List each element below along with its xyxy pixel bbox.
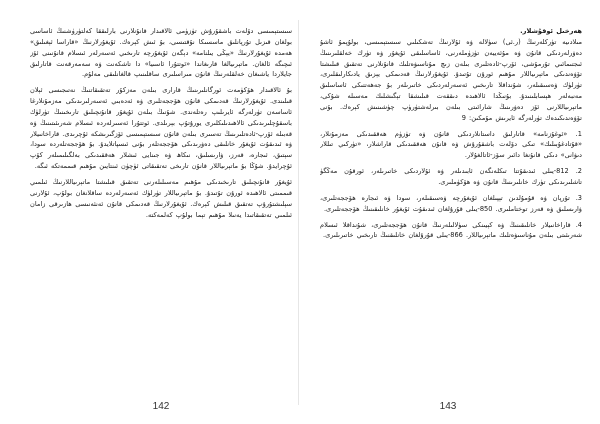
right-paragraph-1: مىلادىيە تۈركلەرنىڭ (ر.ئى) سۈلالە ۋە ئۇلارنىڭ تەشكىلىي سىستېمىسى، بولۇپمۇ ئاشۇ دەۋرلەردىكى قانۇن ۋە مۇئەييەن تۈزۈملەرنى، ئاساسلىقى ئۇيغۇر ۋە تۈرك خەلقلىرىنىڭ ئىجتىمائىي تۇرمۇشى، ئۆرپ-ئادەتلىرى بىلەن زىچ مۇناسىۋەتلىك قانۇنلارنى تەتقىق قىلىشتا تۆۋەندىكى ماتېرىياللار مۇھىم ئورۇن تۇتىدۇ. ئۇيغۇرلارنىڭ قەدىمكى يېزىق يادىكارلىقلىرى، تۈرلۈك ۋەسىقىلەر، شۇنداقلا تارىخىي ئەسەرلەردىكى خاتىرىلەر بۇ جەھەتتىكى ئاساسلىق مەنبەلەر ھېسابلىنىدۇ. بۇنىڭدا ئالاھىدە دىققەت قىلىشقا تېگىشلىك مەسىلە شۇكى، ماتېرىياللارنى ئۆز دەۋرىنىڭ شارائىتى بىلەن بىرلەشتۈرۈپ چۈشىنىش كېرەك. بۇنى تۆۋەندىكىدەك تۈرلەرگە ئايرىش مۇمكىن: 9 xyxy=(320,37,582,122)
right-list-item-3: 3. تۇرپان ۋە قۇمۇلدىن تېپىلغان ئۇيغۇرچە ۋەسىقىلەر، سودا ۋە ئىجارە ھۆججەتلىرى، ۋارىسلىق ۋە قەرز توختاملىرى. 850-يىلى قۇرۇلغان ئىدىقۇت ئۇيغۇر خانلىقىنىڭ ھۆججەتلىرى. xyxy=(320,193,582,213)
left-paragraph-3: ئۇيغۇر قانۇنچىلىق تارىخىدىكى مۇھىم مەسىلىلەرنى تەتقىق قىلىشتا ماتېرىياللارنىڭ ئىلمىي قىممىتى ئالاھىدە ئورۇن تۇتىدۇ. بۇ ماتېرىياللار تۈرلۈك ئەسەرلەردە ساقلانغان بولۇپ، ئۇلارنى سېلىشتۇرۇپ تەتقىق قىلىش كېرەك. ئۇيغۇرلارنىڭ قەدىمكى قانۇن ئەنئەنىسى ھازىرقى زامان ئىلمىي تەتقىقاتىدا يەنىلا مۇھىم تېما بولۇپ كەلمەكتە. xyxy=(30,177,292,219)
right-page-number: 143 xyxy=(439,401,457,412)
left-paragraph-1: سىستېمىسى دۆلەت باشقۇرۇش تۈزۈمى ئالاقىدار قانۇنلارنى بارلىققا كەلتۈرۈشنىڭ ئاساسى بولغان قىزىل تۇرپانلىق ماسسىكا نۇقتىسى، بۇ ئىش كېرەك. ئۇيغۇرلارنىڭ «قاراسا ئېغىلىق» ھەمدە ئۇيغۇرلارنىڭ «يېڭى يىلنامە» دېگەن ئۇيغۇرچە تارىخىي ئەسەرلەر ئىسلام قانۇنىنى ئۆز ئىچىگە ئالغان. ماتېرىيالغا قارىغاندا «ئوتتۇرا ئاسىيا» دا تاشكەنت ۋە سەمەرقەنت قاتارلىق جايلاردا ياشىغان خەلقلەرنىڭ قانۇن مىراسلىرى ساقلىنىپ قالغانلىقى مەلۇم. xyxy=(30,27,292,79)
left-paragraph-2: بۇ ئالاقىدار ھۆكۈمەت ئورگانلىرىنىڭ قارارى بىلەن مەزكۇر تەتقىقاتنىڭ نەتىجىسى ئېلان قىلىندى. ئۇيغۇرلارنىڭ قەدىمكى قانۇن ھۆججەتلىرى ۋە ئەدەبىي ئەسەرلىرىدىكى مەزمۇنلارغا ئاساسەن تۈرلەرگە ئايرىلىپ رەتلەندى. شۇنىڭ بىلەن ئۇيغۇر قانۇنچىلىق تارىخىنىڭ تۈرلۈك باسقۇچلىرىدىكى ئالاھىدىلىكلىرى يورۇتۇپ بېرىلدى. ئوتتۇرا ئەسىرلەردە ئىسلام شەرىئىتىنىڭ ۋە قەبىلە ئۆرپ-ئادەتلىرىنىڭ تەسىرى بىلەن قانۇن سىستېمىسى ئۆزگىرىشكە ئۇچرىدى. قاراخانىيلار ۋە ئىدىقۇت ئۇيغۇر خانلىقى دەۋرىدىكى ھۆججەتلەر بۇنى ئىسپاتلايدۇ. بۇ ھۆججەتلەردە سودا، سېتىق، ئىجارە، قەرز، ۋارىسلىق، نىكاھ ۋە جىنايى ئىشلار ھەققىدىكى بەلگىلىمىلەر كۆپ ئۇچرايدۇ. شۇڭا بۇ ماتېرىياللار قانۇن تارىخى تەتقىقاتى ئۈچۈن ئىنتايىن مۇھىم قىممەتكە ئىگە. xyxy=(30,86,292,171)
left-page xyxy=(30,26,292,392)
right-list-item-2: 2. 812-يىلى ئىدىقۇتتا تىكلەنگەن ئابىدىلەر ۋە ئۇلاردىكى خاتىرىلەر، ئورقۇن مەڭگۈ تاشلىرىدىكى تۈرك خانلىرىنىڭ قانۇن ۋە ھۆكۈملىرى. xyxy=(320,167,582,186)
right-heading: ھەرخىل ئوقۇشلار. xyxy=(520,27,582,35)
right-page xyxy=(320,26,582,392)
right-list-item-4: 4. قاراخانىيلار خانلىقىنىڭ ۋە كېيىنكى سۈلالىلەرنىڭ قانۇن ھۆججەتلىرى، شۇنداقلا ئىسلام شەرىئىتى بىلەن مۇناسىۋەتلىك ماتېرىياللار. 866-يىلى قۇرۇلغان خانلىقنىڭ تارىخىي خاتىرىلىرى. xyxy=(320,220,582,240)
page-gutter xyxy=(298,20,299,405)
left-page-number: 142 xyxy=(152,401,170,412)
right-list-item-1: 1. «ئوغۇزنامە» قاتارلىق داستانلاردىكى قانۇن ۋە تۈزۈم ھەققىدىكى مەزمۇنلار، «قۇتادغۇبىلىك» تىكى دۆلەت باشقۇرۇش ۋە قانۇن ھەققىدىكى قاراشلار، «تۈركىي تىللار دىۋانى» دىكى قانۇنغا دائىر سۆز-ئاتالغۇلار. xyxy=(320,129,582,160)
